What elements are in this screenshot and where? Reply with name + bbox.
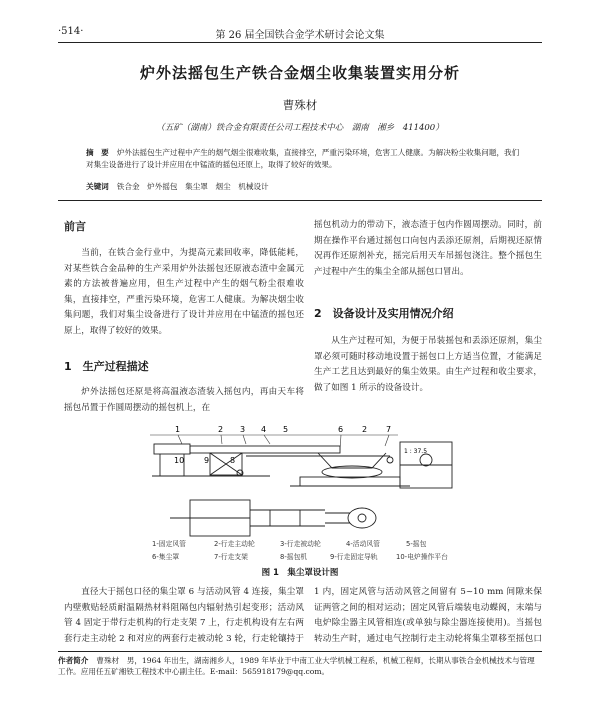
section-1-paragraph: 炉外法摇包还原是将高温液态渣装入摇包内，再由天车将摇包吊置于作圆周摆动的摇包机上，在 [64, 387, 304, 413]
callout-3: 3 [240, 425, 246, 434]
keywords-text: 铁合金 炉外摇包 集尘罩 烟尘 机械设计 [116, 182, 269, 191]
callout-2: 2 [218, 425, 224, 434]
footnote-text: 曹殊材 男，1964 年出生，湖南湘乡人，1989 年毕业于中南工业大学机械工程系，机械工程师，长期从事铁合金机械技术与管理工作。应用任五矿湘铁工程技术中心副主任。E-mail：565918179@qq.com。 [58, 656, 535, 676]
keywords-label: 关键词 [86, 182, 109, 191]
callout-4: 4 [261, 425, 267, 434]
footnote-label: 作者简介 [58, 656, 89, 665]
header-rule [58, 42, 542, 43]
callout-8: 8 [230, 456, 236, 465]
figure-legend [152, 539, 448, 561]
section-2-heading: 2 设备设计及实用情况介绍 [314, 307, 454, 320]
keywords [86, 181, 526, 192]
abstract [86, 147, 526, 171]
legend-8: 8-摇包机 [280, 553, 308, 561]
section-1-heading: 1 生产过程描述 [64, 360, 149, 373]
abstract-rule [58, 200, 542, 201]
paper-title: 炉外法摇包生产铁合金烟尘收集装置实用分析 [139, 64, 460, 82]
abstract-label: 摘 要 [86, 148, 109, 157]
legend-5: 5-摇包 [406, 540, 427, 548]
callout-9: 9 [204, 456, 210, 465]
callout-10: 10 [174, 456, 185, 465]
callout-1: 1 [175, 425, 181, 434]
figure-1-drawing [150, 420, 460, 562]
section-2-paragraph: 从生产过程可知，为便于吊装摇包和丢添还原剂，集尘罩必须可随时移动地设置于摇包口上方适当位置，才能满足生产工艺且达到最好的集尘效果。由生产过程和收尘要求，做了如图 1 所示的设备设计。 [314, 336, 542, 393]
legend-6: 6-集尘罩 [152, 553, 180, 561]
scale-label: 1 : 37.5 [404, 448, 428, 455]
callout-5: 5 [283, 425, 289, 434]
legend-9: 9-行走固定导轨 [330, 553, 378, 561]
callout-6: 6 [338, 425, 344, 434]
journal-header: 第 26 届全国铁合金学术研讨会论文集 [215, 30, 385, 41]
legend-3: 3-行走被动轮 [280, 540, 321, 548]
legend-7: 7-行走支架 [214, 553, 248, 561]
abstract-text: 炉外法摇包生产过程中产生的烟气烟尘很难收集，直接排空，严重污染环境，危害工人健康。为解决粉尘收集问题，我们对集尘设备进行了设计并应用在中锰渣的摇包还原上，取得了较好的效果。 [86, 148, 520, 169]
figure-caption: 图 1 集尘罩设计图 [261, 568, 339, 578]
preface-heading: 前言 [64, 220, 86, 233]
bottom-left-paragraph: 直径大于摇包口径的集尘罩 6 与活动风管 4 连接，集尘罩内壁敷贴轻质耐温隔热材料阻隔包内辐射热引起变形；活动风管 4 固定于带行走机构的行走支架 7 上，行走机构设有左右两套行走主动轮 2 和对应的两套行走被动轮 3 轮，行走轮镶持于 [64, 587, 304, 644]
callout-2b: 2 [362, 425, 368, 434]
paper-affiliation: （五矿（湖南）铁合金有限责任公司工程技术中心 湖南 湘乡 411400） [156, 123, 444, 133]
footnote-rule [58, 651, 542, 652]
author-footnote [58, 655, 542, 677]
legend-2: 2-行走主动轮 [214, 540, 255, 548]
page-number: ·514· [58, 26, 84, 37]
plan-view [170, 500, 376, 536]
right-paragraph-continued: 摇包机动力的带动下，液态渣于包内作圆周摆动。同时，前期在操作平台通过摇包口向包内丢添还原剂，后期视还原情况再作还原剂补充，摇完后用天车吊摇包浇注。整个摇包生产过程中产生的集尘全部从摇包口冒出。 [314, 220, 542, 277]
preface-paragraph: 当前，在铁合金行业中，为提高元素回收率，降低能耗，对某些铁合金品种的生产采用炉外法摇包还原液态渣中金属元素的方法被普遍应用，但生产过程中产生的烟气粉尘很难收集，直接排空，严重污染环境，危害工人健康。为解决烟尘收集问题，我们对集尘设备进行了设计并应用在中锰渣的摇包还原上，取得了较好的效果。 [64, 248, 304, 336]
callout-7: 7 [386, 425, 392, 434]
paper-author: 曹殊材 [282, 98, 318, 112]
legend-1: 1-固定风管 [152, 540, 186, 548]
legend-10: 10-电炉操作平台 [396, 553, 448, 561]
legend-4: 4-活动风管 [346, 540, 380, 548]
bottom-right-paragraph: 1 内，固定风管与活动风管之间留有 5~10 mm 间隙来保证两管之间的相对运动；固定风管后端装电动蝶阀，末端与电炉除尘器主风管相连(或单独与除尘器连接使用)。当摇包转动生产时，通过电气控制行走主动轮将集尘罩移至摇包口 [314, 587, 542, 644]
